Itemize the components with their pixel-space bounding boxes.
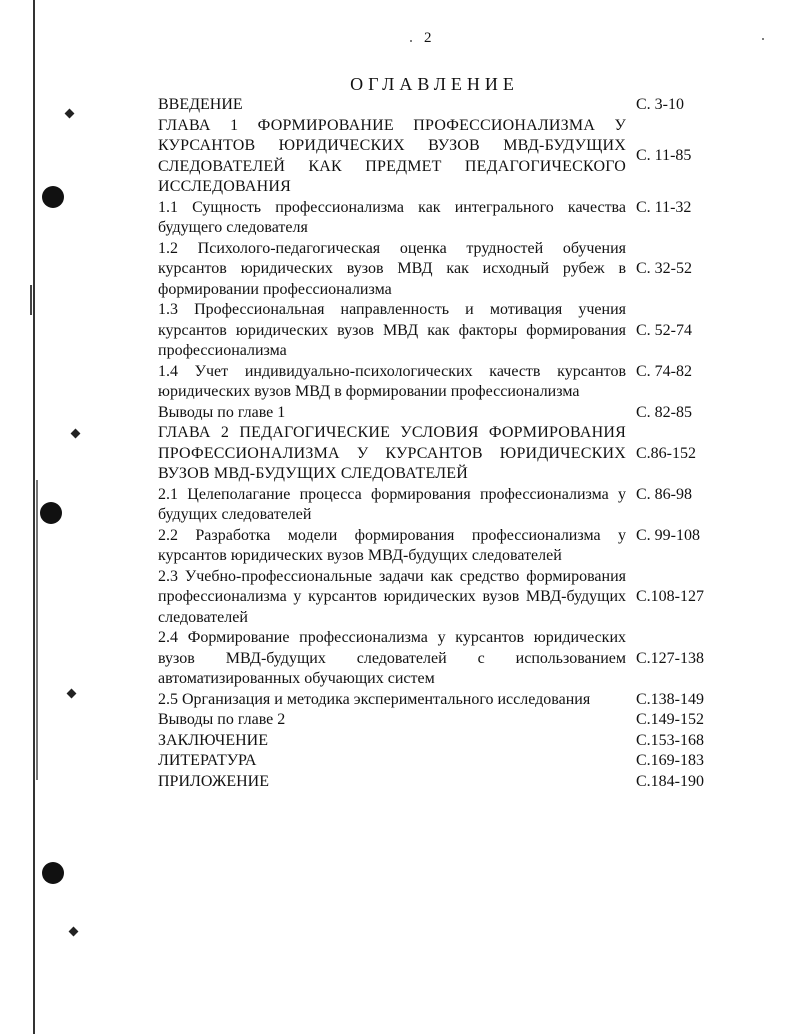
toc-entry-page: С. 52-74 [636,321,692,339]
scan-speck [69,927,79,937]
scan-mark [30,285,32,315]
page-number: 2 [424,30,432,46]
toc-entry-page: С. 11-85 [636,147,692,165]
toc-entry-page: С.127-138 [636,649,704,667]
toc-entry [158,710,718,731]
binding-edge-shadow [36,480,38,780]
punch-hole-bottom [42,862,64,884]
toc-entry-text: 2.1 Целеполагание процесса формирования профессионализма у будущих следователей [158,485,626,523]
toc-entry-page: С. 74-82 [636,362,692,380]
toc-entry-page: С. 99-108 [636,526,700,544]
toc-entry-text: ГЛАВА 1 ФОРМИРОВАНИЕ ПРОФЕССИОНАЛИЗМА У КУРСАНТОВ ЮРИДИЧЕСКИХ ВУЗОВ МВД-БУДУЩИХ СЛЕДОВАТЕЛЕЙ КАК ПРЕДМЕТ ПЕДАГОГИЧЕСКОГО ИССЛЕДОВАНИЯ [158,116,626,195]
toc-entry-text: 2.5 Организация и методика экспериментального исследования [158,690,591,708]
toc-entry-page: С.138-149 [636,690,704,708]
toc-entry [158,198,718,239]
toc-entry [158,362,718,403]
toc-entry-text: Выводы по главе 1 [158,403,286,421]
toc-entry [158,95,718,116]
toc-entry [158,690,718,711]
toc-entry-page: С.108-127 [636,588,704,605]
toc-entry-page: С. 82-85 [636,403,692,421]
toc-entry [158,423,718,485]
toc-entry [158,628,718,690]
table-of-contents [158,95,718,792]
toc-entry-page: С. 3-10 [636,96,684,113]
toc-entry-page: С.153-168 [636,731,704,749]
toc-entry-page: С. 86-98 [636,485,692,503]
scan-speck [65,109,75,119]
toc-entry-text: ВВЕДЕНИЕ [158,96,243,113]
toc-entry-text: 2.3 Учебно-профессиональные задачи как средство формирования профессионализма у курсантов юридических вузов МВД-будущих следователей [158,567,626,626]
toc-entry [158,116,718,198]
toc-entry [158,772,718,793]
toc-entry [158,485,718,526]
toc-entry-page: С.169-183 [636,752,704,769]
toc-entry-text: 1.2 Психолого-педагогическая оценка трудностей обучения курсантов юридических вузов МВД как исходный рубеж в формировании профессионализма [158,239,626,298]
toc-entry-page: С.184-190 [636,772,704,790]
toc-entry-text: ГЛАВА 2 ПЕДАГОГИЧЕСКИЕ УСЛОВИЯ ФОРМИРОВАНИЯ ПРОФЕССИОНАЛИЗМА У КУРСАНТОВ ЮРИДИЧЕСКИХ ВУЗОВ МВД-БУДУЩИХ СЛЕДОВАТЕЛЕЙ [158,424,626,482]
toc-entry-text: 1.3 Профессиональная направленность и мотивация учения курсантов юридических вузов МВД как факторы формирования профессионализма [158,301,626,359]
toc-entry [158,403,718,424]
scan-speck [71,429,81,439]
table-of-contents-title: ОГЛАВЛЕНИЕ [350,74,519,94]
toc-entry-text: 1.4 Учет индивидуально-психологических качеств курсантов юридических вузов МВД в формировании профессионализма [158,362,626,400]
toc-entry-text: 2.4 Формирование профессионализма у курсантов юридических вузов МВД-будущих следователей с использованием автоматизированных обучающих систем [158,629,626,687]
toc-entry [158,239,718,301]
punch-hole-middle [40,502,62,524]
toc-entry-text: ЗАКЛЮЧЕНИЕ [158,731,268,749]
toc-entry [158,526,718,567]
toc-entry-text: ПРИЛОЖЕНИЕ [158,772,270,790]
binding-edge-line [33,0,35,1034]
toc-entry-text: 2.2 Разработка модели формирования профессионализма у курсантов юридических вузов МВД-будущих следователей [158,526,626,564]
toc-entry [158,731,718,752]
toc-entry-page: С.86-152 [636,444,696,462]
toc-entry-text: Выводы по главе 2 [158,711,286,728]
scan-dot [410,40,412,42]
toc-entry-page: С. 32-52 [636,260,692,277]
scan-speck [67,689,77,699]
toc-entry-text: 1.1 Сущность профессионализма как интегрального качества будущего следователя [158,198,626,236]
scan-dot [762,38,764,40]
toc-entry [158,300,718,362]
toc-entry [158,567,718,629]
toc-entry [158,751,718,772]
punch-hole-top [42,186,64,208]
toc-entry-text: ЛИТЕРАТУРА [158,752,257,769]
toc-entry-page: С. 11-32 [636,198,692,216]
toc-entry-page: С.149-152 [636,711,704,728]
